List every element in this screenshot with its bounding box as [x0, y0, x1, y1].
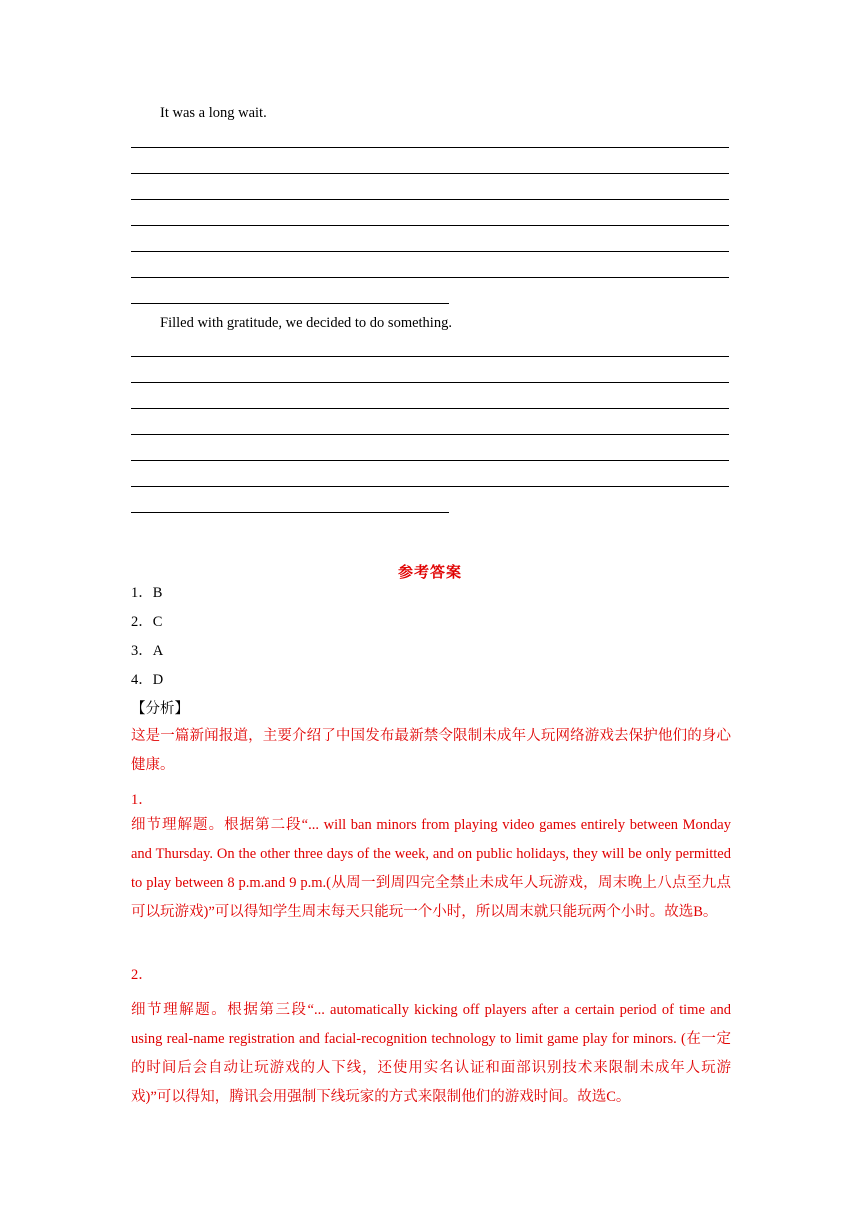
writing-prompt-1: It was a long wait. [160, 105, 267, 121]
answer-item: 2．C [131, 614, 163, 630]
writing-line [131, 147, 729, 148]
writing-line [131, 460, 729, 461]
analysis-summary: 这是一篇新闻报道，主要介绍了中国发布最新禁令限制未成年人玩网络游戏去保护他们的身心健康。 [131, 728, 731, 773]
writing-line [131, 225, 729, 226]
analysis-label: 【分析】 [131, 701, 189, 717]
writing-line [131, 303, 449, 304]
question-2-explanation: 细节理解题。根据第三段“... automatically kicking off players after a certain period of time and using real-name registration and facial-recognition technology to limit game play for minors. (在一定的时间后会自动让玩游戏的人下线，还使用实名认证和面部识别技术来限制未成年人玩游戏)”可以得知，腾讯会用强制下线玩家的方式来限制他们的游戏时间。故选C。 [131, 1002, 731, 1105]
writing-line [131, 512, 449, 513]
answer-item: 3．A [131, 643, 164, 659]
writing-line [131, 173, 729, 174]
answer-item: 4．D [131, 672, 164, 688]
writing-prompt-2: Filled with gratitude, we decided to do something. [160, 315, 452, 331]
writing-line [131, 251, 729, 252]
writing-line [131, 356, 729, 357]
question-number: 2． [131, 967, 153, 983]
question-number: 1． [131, 792, 153, 808]
answers-title: 参考答案 [397, 565, 462, 581]
writing-line [131, 486, 729, 487]
writing-line [131, 199, 729, 200]
writing-line [131, 382, 729, 383]
question-1-explanation: 细节理解题。根据第二段“... will ban minors from playing video games entirely between Monday and Thursday. On the other three days of the week, and on public holidays, they will be only permitted to play between 8 p.m.and 9 p.m.(从周一到周四完全禁止未成年人玩游戏，周末晚上八点至九点可以玩游戏)”可以得知学生周末每天只能玩一个小时，所以周末就只能玩两个小时。故选B。 [131, 817, 731, 920]
answer-item: 1．B [131, 585, 163, 601]
writing-line [131, 277, 729, 278]
writing-line [131, 434, 729, 435]
writing-line [131, 408, 729, 409]
